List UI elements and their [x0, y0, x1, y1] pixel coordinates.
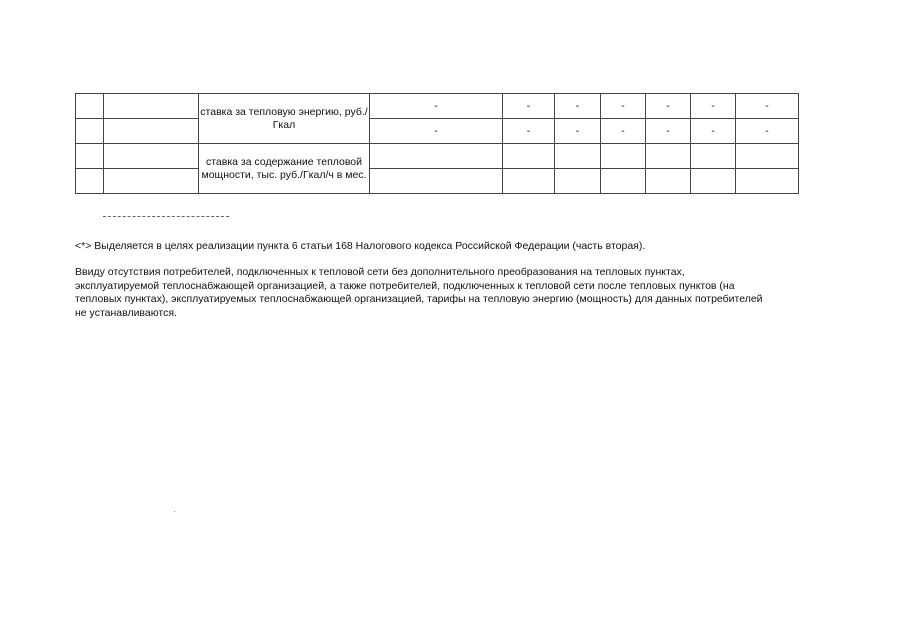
- table-row: [76, 144, 799, 169]
- table-cell: -: [370, 119, 503, 144]
- table-cell: -: [601, 94, 646, 119]
- table-cell: [76, 144, 104, 169]
- table-cell: [370, 144, 503, 169]
- table-cell: [736, 169, 799, 194]
- table-row: [76, 119, 799, 144]
- table-cell: -: [601, 119, 646, 144]
- table-cell: -: [555, 94, 601, 119]
- table-cell: [76, 169, 104, 194]
- table-cell: [76, 94, 104, 119]
- table-cell: -: [736, 119, 799, 144]
- table-cell: -: [736, 94, 799, 119]
- table-cell: -: [691, 119, 736, 144]
- paragraph-line: не устанавливаются.: [75, 306, 177, 319]
- table-cell: -: [503, 94, 555, 119]
- table-row: [76, 94, 799, 119]
- table-cell: [601, 144, 646, 169]
- table-cell: [104, 119, 199, 144]
- table-cell: [646, 144, 691, 169]
- explanatory-paragraph: [75, 266, 855, 320]
- table-cell: [104, 144, 199, 169]
- table-cell: [76, 119, 104, 144]
- table-cell: [503, 144, 555, 169]
- table-cell: -: [646, 119, 691, 144]
- table-cell: -: [503, 119, 555, 144]
- table-cell: -: [370, 94, 503, 119]
- table-cell: -: [646, 94, 691, 119]
- tariff-table: [75, 93, 799, 194]
- row-label: ставка за тепловую энергию, руб./Гкал: [199, 94, 370, 144]
- table-row: [76, 169, 799, 194]
- table-cell: [503, 169, 555, 194]
- table-cell: [104, 169, 199, 194]
- table-cell: [691, 144, 736, 169]
- table-cell: [601, 169, 646, 194]
- table-cell: [736, 144, 799, 169]
- table-cell: [104, 94, 199, 119]
- table-cell: -: [691, 94, 736, 119]
- scan-speck: [174, 511, 175, 512]
- paragraph-line: Ввиду отсутствия потребителей, подключенных к тепловой сети без дополнительного преобразования на тепловых пунктах,: [75, 266, 685, 278]
- paragraph-line: эксплуатируемой теплоснабжающей организацией, а также потребителей, подключенных к тепловой сети после тепловых пунктов (на: [75, 279, 735, 292]
- table-cell: -: [555, 119, 601, 144]
- footnote-separator: [103, 216, 229, 217]
- table-cell: [555, 144, 601, 169]
- table-cell: [646, 169, 691, 194]
- row-label: ставка за содержание тепловой мощности, тыс. руб./Гкал/ч в мес.: [199, 144, 370, 194]
- paragraph-line: тепловых пунктах), эксплуатируемых теплоснабжающей организацией, тарифы на тепловую энергию (мощность) для данных потребителей: [75, 293, 763, 305]
- table-cell: [555, 169, 601, 194]
- footnote-text: <*> Выделяется в целях реализации пункта 6 статьи 168 Налогового кодекса Российской Федерации (часть вторая).: [75, 240, 646, 252]
- table-cell: [370, 169, 503, 194]
- table-cell: [691, 169, 736, 194]
